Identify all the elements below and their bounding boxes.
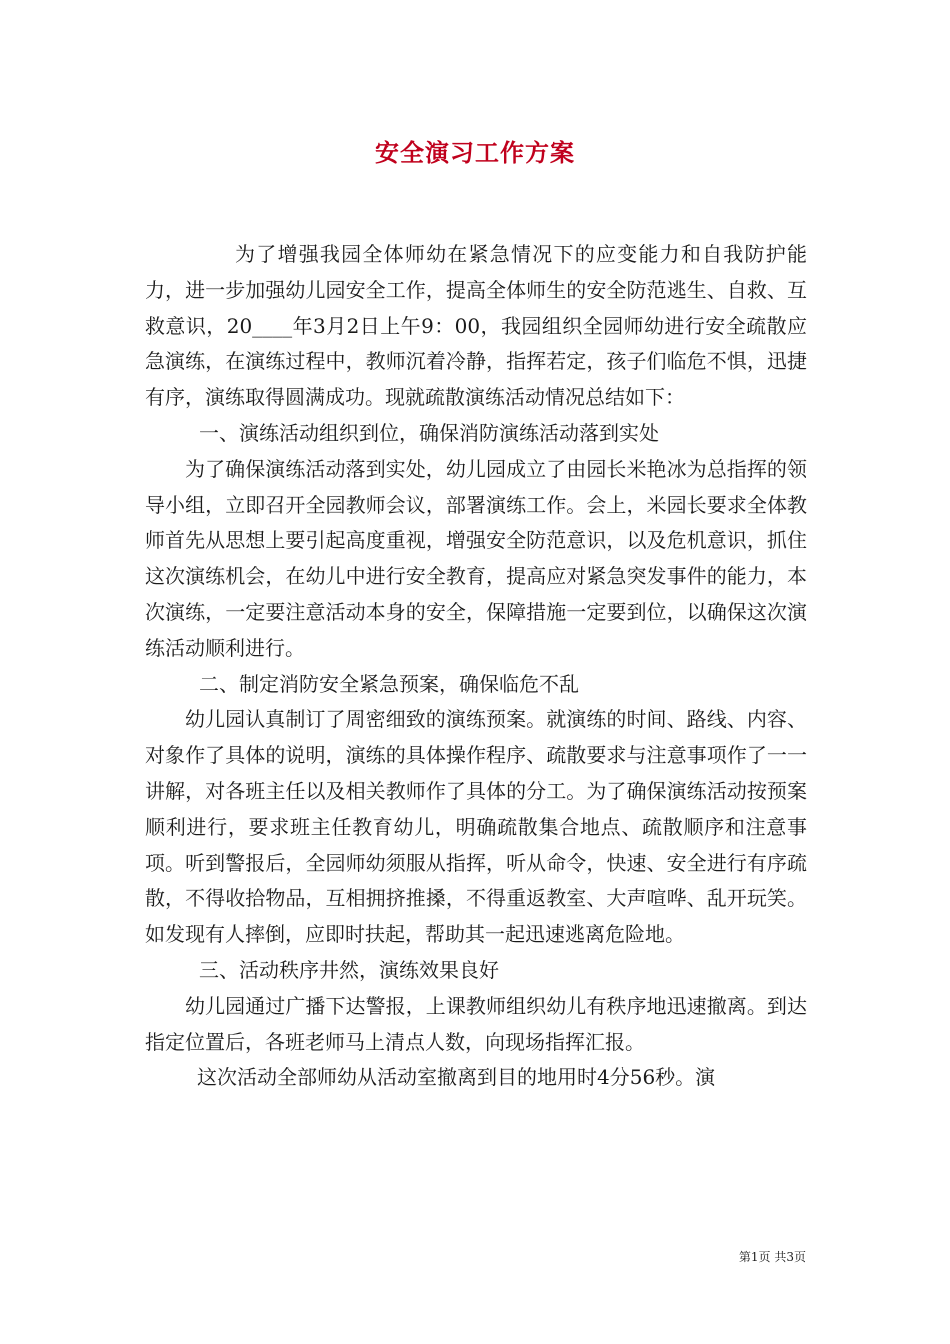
intro-paragraph: 为了增强我园全体师幼在紧急情况下的应变能力和自我防护能力，进一步加强幼儿园安全工作，提高全体师生的安全防范逃生、自救、互救意识，20____年3月2日上午9：00，我园组织全园师幼进行安全疏散应急演练，在演练过程中，教师沉着冷静，指挥若定，孩子们临危不惧，迅捷有序，演练取得圆满成功。现就疏散演练活动情况总结如下： <box>145 242 807 410</box>
section-heading-1: 一、演练活动组织到位，确保消防演练活动落到实处 <box>199 420 659 445</box>
section-heading-3: 三、活动秩序井然，演练效果良好 <box>199 957 499 982</box>
section-3-continued-paragraph: 这次活动全部师幼从活动室撤离到目的地用时4分56秒。演 <box>197 1065 716 1090</box>
page-title: 安全演习工作方案 <box>375 138 575 167</box>
section-heading-2: 二、制定消防安全紧急预案，确保临危不乱 <box>199 671 579 696</box>
section-1-paragraph: 为了确保演练活动落到实处，幼儿园成立了由园长米艳冰为总指挥的领导小组，立即召开全园教师会议，部署演练工作。会上，米园长要求全体教师首先从思想上要引起高度重视，增强安全防范意识，以及危机意识，抓住这次演练机会，在幼儿中进行安全教育，提高应对紧急突发事件的能力，本次演练，一定要注意活动本身的安全，保障措施一定要到位，以确保这次演练活动顺利进行。 <box>145 456 807 660</box>
section-2-paragraph: 幼儿园认真制订了周密细致的演练预案。就演练的时间、路线、内容、对象作了具体的说明，演练的具体操作程序、疏散要求与注意事项作了一一讲解，对各班主任以及相关教师作了具体的分工。为了确保演练活动按预案顺利进行，要求班主任教育幼儿，明确疏散集合地点、疏散顺序和注意事项。听到警报后，全园师幼须服从指挥，听从命令，快速、安全进行有序疏散，不得收拾物品，互相拥挤推搡，不得重返教室、大声喧哗、乱开玩笑。如发现有人摔倒，应即时扶起，帮助其一起迅速逃离危险地。 <box>145 707 807 947</box>
section-3-paragraph: 幼儿园通过广播下达警报，上课教师组织幼儿有秩序地迅速撤离。到达指定位置后，各班老师马上清点人数，向现场指挥汇报。 <box>145 993 807 1054</box>
document-body <box>145 237 807 1096</box>
page-number: 第1页 共3页 <box>738 1250 806 1264</box>
